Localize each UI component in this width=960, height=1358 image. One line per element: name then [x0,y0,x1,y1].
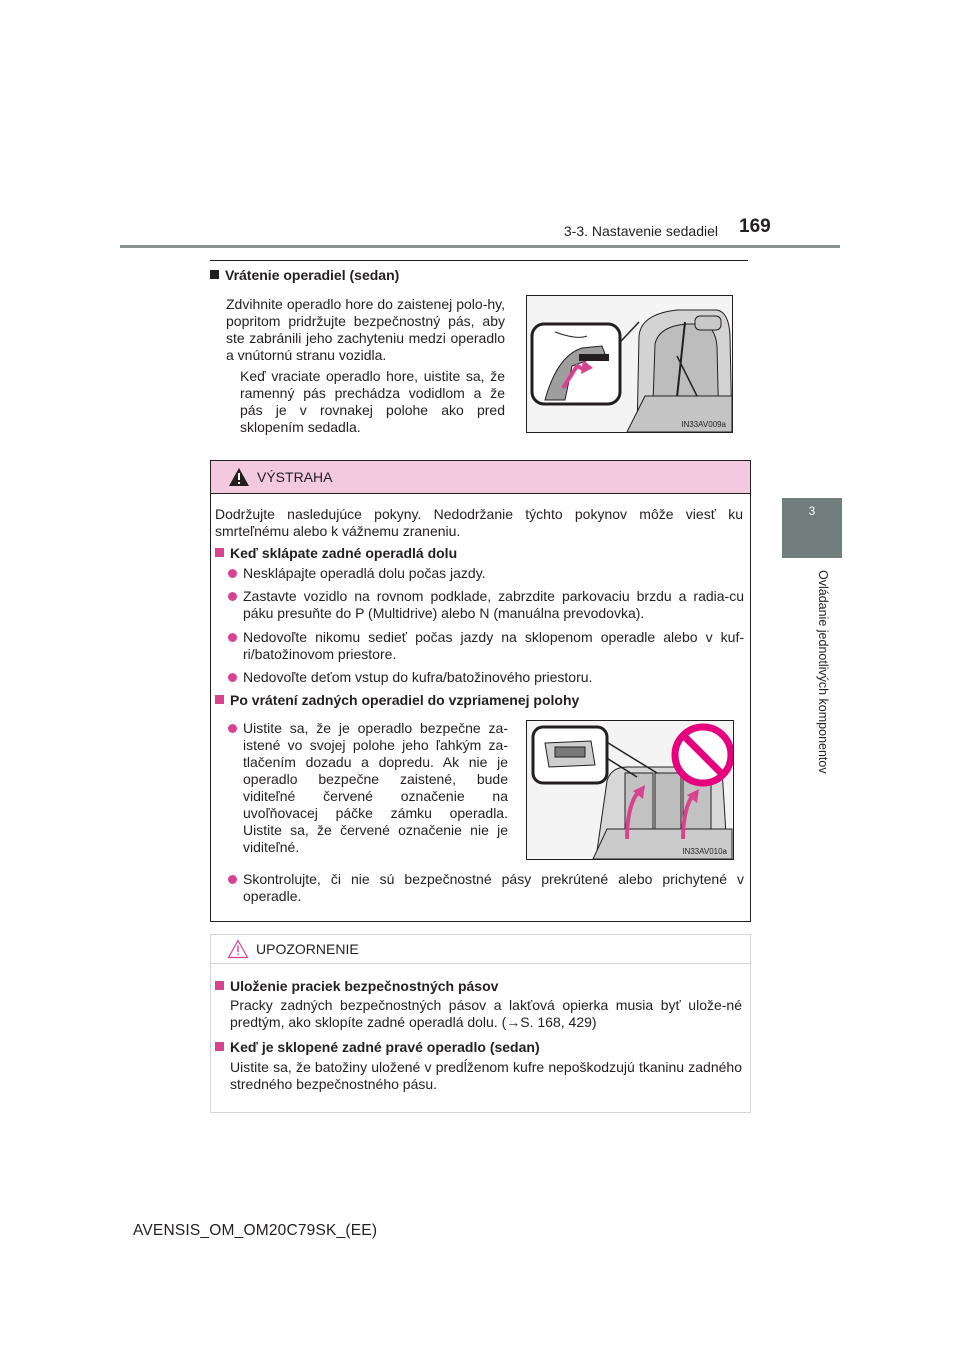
caution-triangle-icon [227,939,249,959]
notice-text-buckles [230,997,742,1031]
warning-box [210,460,751,922]
square-bullet-icon [215,981,224,990]
warning-intro [215,506,743,540]
seatback-belt-figure [526,295,733,433]
section-heading-text: Vrátenie operadiel (sedan) [225,267,400,283]
circle-bullet-icon [228,673,237,682]
square-bullet-icon [215,548,224,557]
seat-illustration-icon [527,296,732,432]
notice-subheading-right-seatback [215,1037,540,1057]
square-bullet-icon [215,1042,224,1051]
section-heading-sedan [210,265,399,285]
warning-bullet [228,720,508,856]
figure-code: IN33AV010a [682,847,727,856]
chapter-number: 3 [808,504,816,518]
chapter-title: Ovládanie jednotlivých komponentov [816,570,830,774]
circle-bullet-icon [228,875,237,884]
warning-subheading-folding-text: Keď sklápate zadné operadlá dolu [230,545,458,561]
page-number: 169 [739,216,771,237]
notice-subheading-right-seatback-text: Keď je sklopené zadné pravé operadlo (sedan) [230,1039,540,1055]
warning-intro-text: Dodržujte nasledujúce pokyny. Nedodržanie týchto pokynov môže viesť ku smrteľnému alebo k vážnemu zraneniu. [215,506,743,539]
warning-label: VÝSTRAHA [257,469,333,485]
seat-lock-figure [526,720,734,860]
notice-text-buckles-text: Pracky zadných bezpečnostných pásov a lakťová opierka musia byť ulože-né predtým, ako sklopíte zadné operadlá dolu. (→S. 168, 429) [230,997,742,1030]
warning-bullet [228,565,744,582]
notice-subheading-buckles [215,976,498,996]
figure-code: IN33AV009a [681,420,726,429]
warning-bullet-text: Nedovoľte nikomu sedieť počas jazdy na sklopenom operadle alebo v kuf-ri/batožinovom priestore. [243,629,744,662]
notice-text-right-seatback-text: Uistite sa, že batožiny uložené v predĺženom kufre nepoškodzujú tkaninu zadného stredného bezpečnostného pásu. [230,1059,742,1092]
circle-bullet-icon [228,569,237,578]
sedan-paragraph-2-text: Keď vraciate operadlo hore, uistite sa, že ramenný pás prechádza vodidlom a že pás je v rovnakej polohe ako pred sklopením sedadla. [240,368,505,435]
manual-code: AVENSIS_OM_OM20C79SK_(EE) [133,1222,378,1239]
seat-lock-illustration-icon [527,721,733,859]
notice-label: UPOZORNENIE [256,941,359,957]
warning-bullet-text: Nesklápajte operadlá dolu počas jazdy. [243,565,486,581]
chapter-title-rail [808,570,838,830]
warning-bullet [228,669,744,686]
warning-bullet-text: Nedovoľte deťom vstup do kufra/batožinového priestoru. [243,669,593,685]
warning-triangle-icon [228,467,250,487]
sedan-paragraph-2 [240,368,505,436]
circle-bullet-icon [228,724,237,733]
circle-bullet-icon [228,592,237,601]
notice-text-right-seatback [230,1059,742,1093]
circle-bullet-icon [228,633,237,642]
square-bullet-icon [215,695,224,704]
content-rule [210,260,748,261]
warning-bullet-text: Zastavte vozidlo na rovnom podklade, zabrzdite parkovaciu brzdu a radia-cu páku presuňte do P (Multidrive) alebo N (manuálna prevodovka). [243,588,744,621]
warning-header [211,461,750,494]
warning-subheading-upright [215,690,579,710]
warning-bullet [228,588,744,622]
square-bullet-icon [210,270,219,279]
notice-box [210,934,751,1113]
warning-subheading-upright-text: Po vrátení zadných operadiel do vzpriamenej polohy [230,692,580,708]
warning-bullet [228,871,744,905]
notice-subheading-buckles-text: Uloženie praciek bezpečnostných pásov [230,978,499,994]
sedan-paragraph-1 [226,296,505,364]
warning-bullet [228,629,744,663]
warning-subheading-folding [215,543,457,563]
header-rule [120,245,840,248]
notice-header [211,935,750,964]
section-title: 3-3. Nastavenie sedadiel [563,223,718,239]
warning-bullet-text: Skontrolujte, či nie sú bezpečnostné pásy prekrútené alebo prichytené v operadle. [243,871,744,904]
warning-bullet-text: Uistite sa, že je operadlo bezpečne za-istené vo svojej polohe jeho ľahkým za-tlačením dozadu a dopredu. Ak nie je operadlo bezpečne zaistené, bude viditeľné červené označenie na uvoľňovacej páčke zámku operadla. Uistite sa, že červené označenie nie je viditeľné. [243,720,508,855]
sedan-paragraph-1-text: Zdvihnite operadlo hore do zaistenej polo-hy, popritom pridržujte bezpečnostný pás, aby ste zabránili jeho zachyteniu medzi operadlo a vnútornú stranu vozidla. [226,296,505,363]
